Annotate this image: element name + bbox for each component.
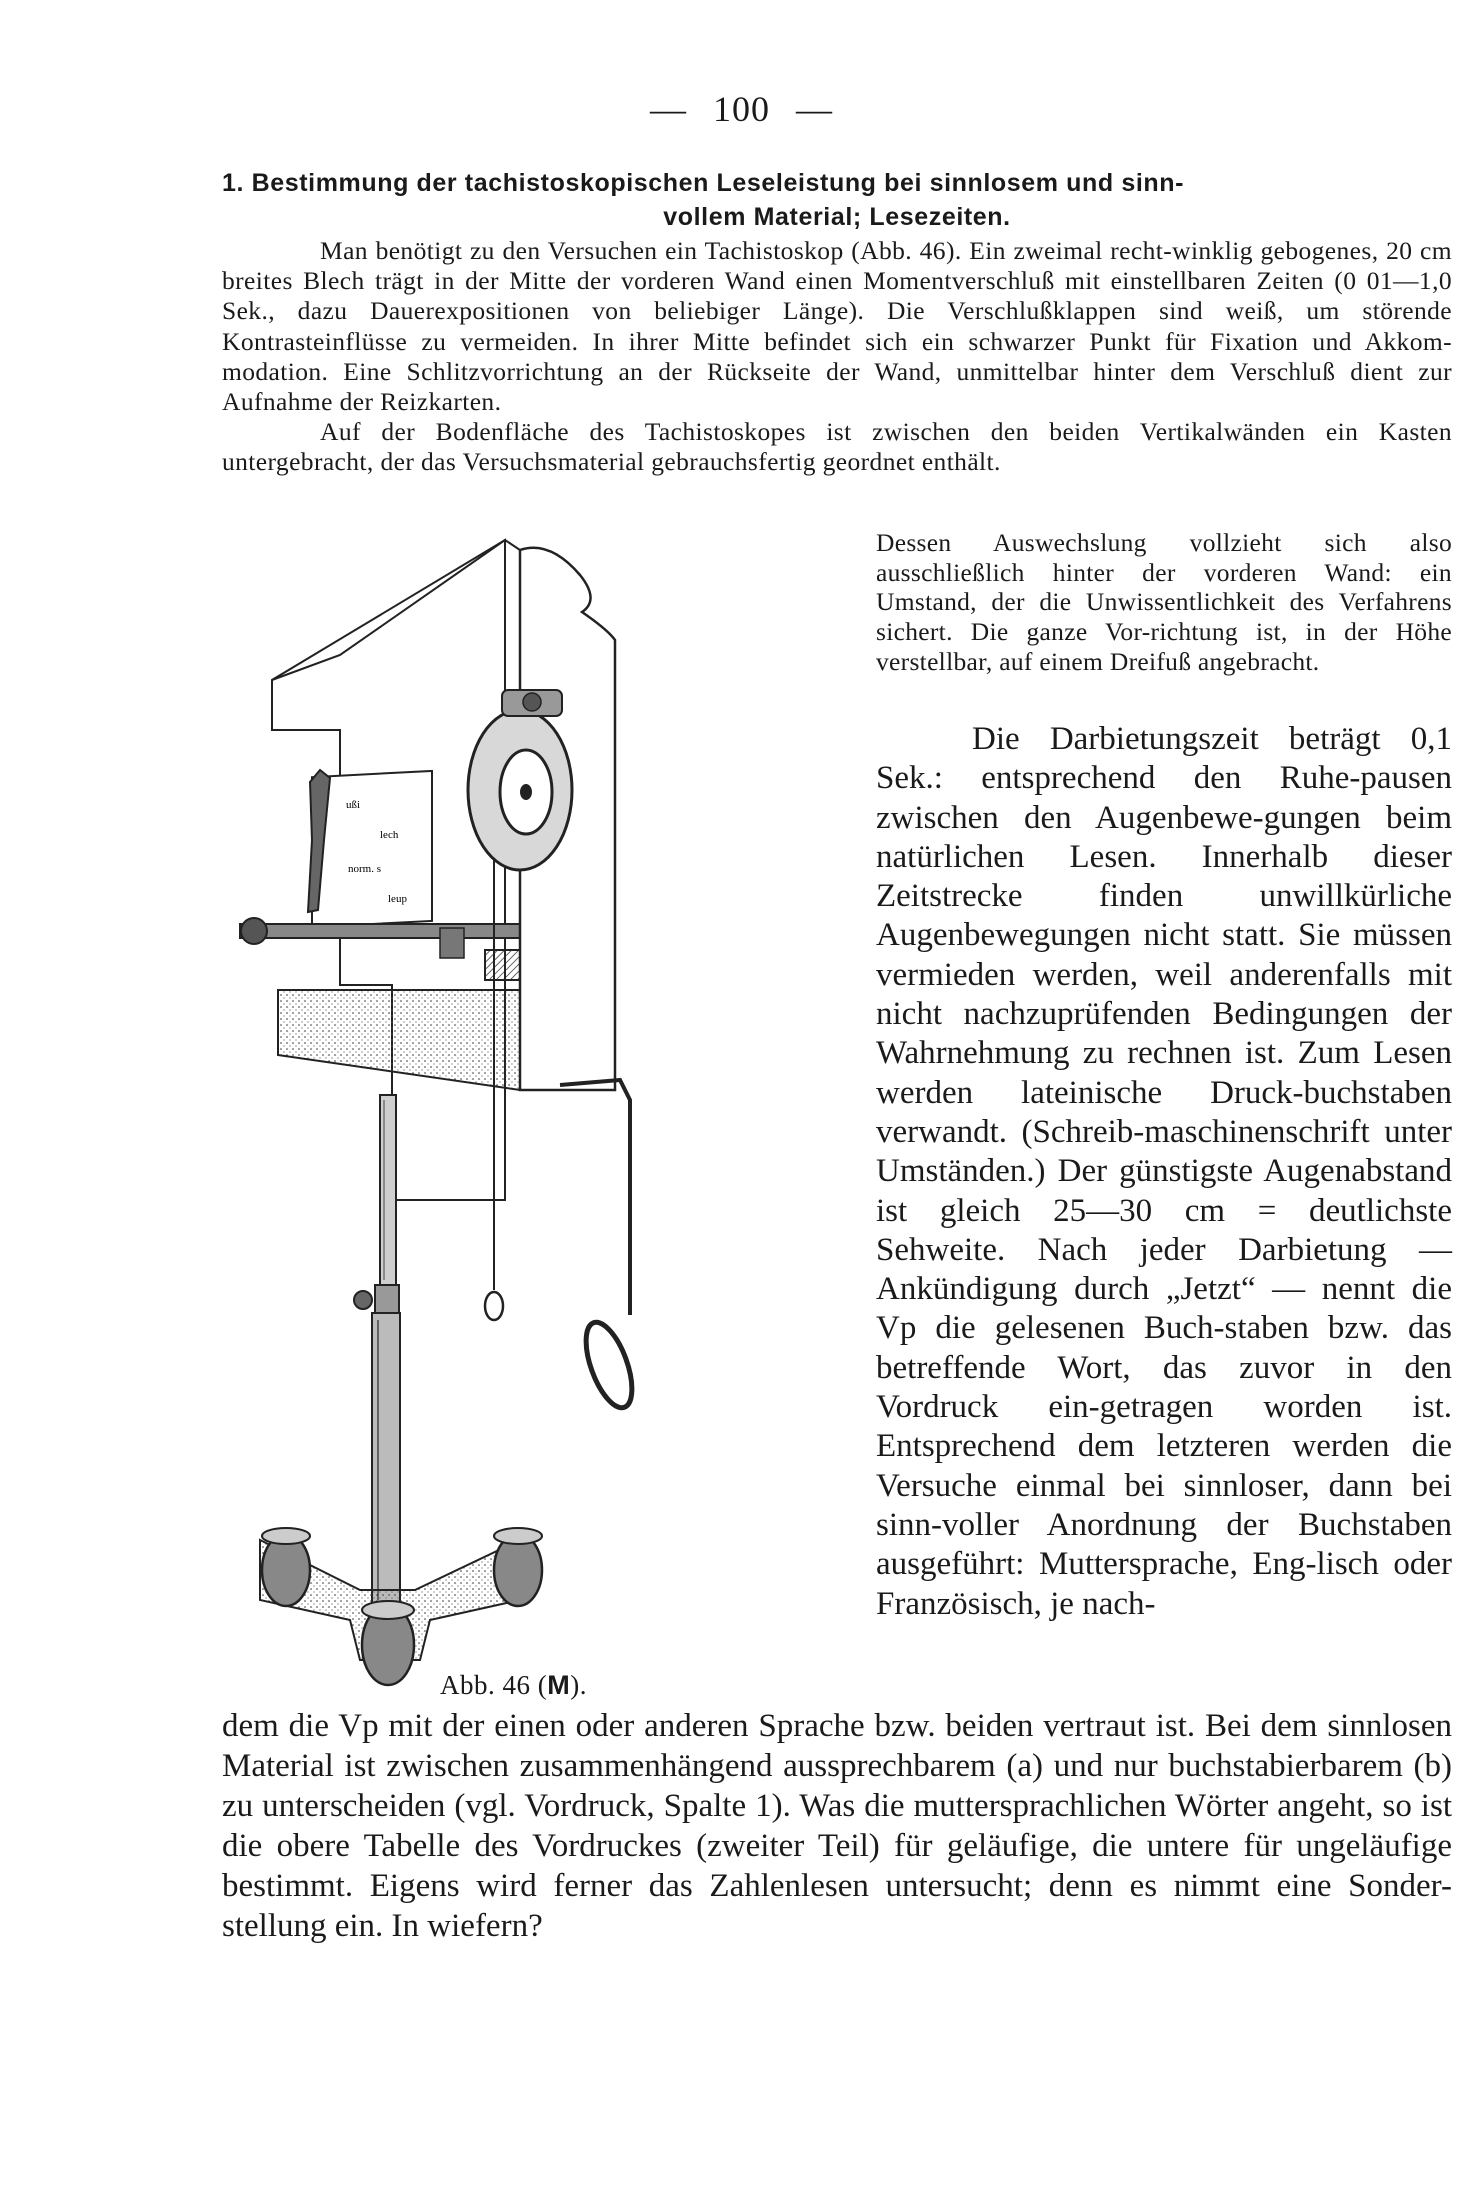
tachistoscope-illustration-icon	[220, 520, 860, 1690]
card-rod	[240, 924, 550, 938]
card-word-3: norm. s	[348, 863, 381, 875]
section-heading-line1: 1. Bestimmung der tachistoskopischen Leseleistung bei sinnlosem und sinn-	[222, 169, 1185, 197]
section-heading-line2: vollem Material; Lesezeiten.	[663, 203, 1011, 231]
figure-caption: Abb. 46 (M).	[440, 1670, 587, 1700]
side-column-small-text	[876, 528, 1452, 677]
card-word-2: lech	[380, 829, 399, 841]
intro-text	[222, 236, 1452, 478]
figure-46	[220, 520, 860, 1690]
bottom-text	[222, 1706, 1452, 1946]
upper-column	[380, 1095, 396, 1285]
height-knob	[354, 1291, 372, 1309]
side-column-large-text	[876, 720, 1452, 1624]
crank-arm	[560, 1080, 630, 1315]
page-number-line: — 100 —	[650, 89, 833, 129]
crank-handle	[577, 1317, 642, 1414]
bottom-paragraph: dem die Vp mit der einen oder anderen Sprache bzw. beiden vertraut ist. Bei dem sinnlosen Material ist zwischen zusammenhängend aussprechbarem (a) und nur buchstabierbarem (b) zu unterscheiden (vgl. Vordruck, Spalte 1). Was die muttersprachlichen Wörter angeht, so ist die obere Tabelle des Vordruckes (zweiter Teil) für geläufige, die untere für ungeläufige bestimmt. Eigens wird ferner das Zahlenlesen untersucht; denn es nimmt eine Sonder-stellung ein. In wiefern?	[222, 1708, 1452, 1944]
section-heading	[222, 166, 1452, 234]
page-number: 100	[713, 89, 770, 129]
card-word-1: ußi	[346, 799, 361, 811]
lower-column	[372, 1313, 400, 1603]
card-word-4: leup	[388, 893, 407, 905]
intro-paragraph-2: Auf der Bodenfläche des Tachistoskopes ist zwischen den beiden Vertikalwänden ein Kasten untergebracht, der das Versuchsmaterial gebrauchsfertig geordnet enthält.	[222, 417, 1452, 477]
caption-author-mark: M	[547, 1670, 571, 1700]
stimulus-card	[312, 771, 432, 927]
intro-paragraph-1: Man benötigt zu den Versuchen ein Tachistoskop (Abb. 46). Ein zweimal recht-winklig gebogenes, 20 cm breites Blech trägt in der Mitte der vorderen Wand einen Momentverschluß mit einstellbaren Zeiten (0 01—1,0 Sek., dazu Dauerexpositionen von beliebiger Länge). Die Verschlußklappen sind weiß, um störende Kontrasteinflüsse zu vermeiden. In ihrer Mitte befindet sich ein schwarzer Punkt für Fixation und Akkom-modation. Eine Schlitzvorrichtung an der Rückseite der Wand, unmittelbar hinter dem Verschluß dient zur Aufnahme der Reizkarten.	[222, 236, 1452, 417]
side-small-paragraph: Dessen Auswechslung vollzieht sich also ausschließlich hinter der vorderen Wand: ein Umstand, der die Unwissentlichkeit des Verfahrens sichert. Die ganze Vor-richtung ist, in der Höhe verstellbar, auf einem Dreifuß angebracht.	[876, 528, 1452, 676]
side-large-paragraph: Die Darbietungszeit beträgt 0,1 Sek.: entsprechend den Ruhe-pausen zwischen den Augenbewe-gungen beim natürlichen Lesen. Innerhalb dieser Zeitstrecke finden unwillkürliche Augenbewegungen nicht statt. Sie müssen vermieden werden, weil anderenfalls mit nicht nachzuprüfenden Bedingungen der Wahrnehmung zu rechnen ist. Zum Lesen werden lateinische Druck-buchstaben verwandt. (Schreib-maschinenschrift unter Umständen.) Der günstigste Augenabstand ist gleich 25—30 cm = deutlichste Sehweite. Nach jeder Darbietung — Ankündigung durch „Jetzt“ — nennt die Vp die gelesenen Buch-staben bzw. das betreffende Wort, das zuvor in den Vordruck ein-getragen worden ist. Entsprechend dem letzteren werden die Versuche einmal bei sinnloser, dann bei sinn-voller Anordnung der Buchstaben ausgeführt: Muttersprache, Eng-lisch oder Französisch, je nach-	[876, 721, 1452, 1622]
